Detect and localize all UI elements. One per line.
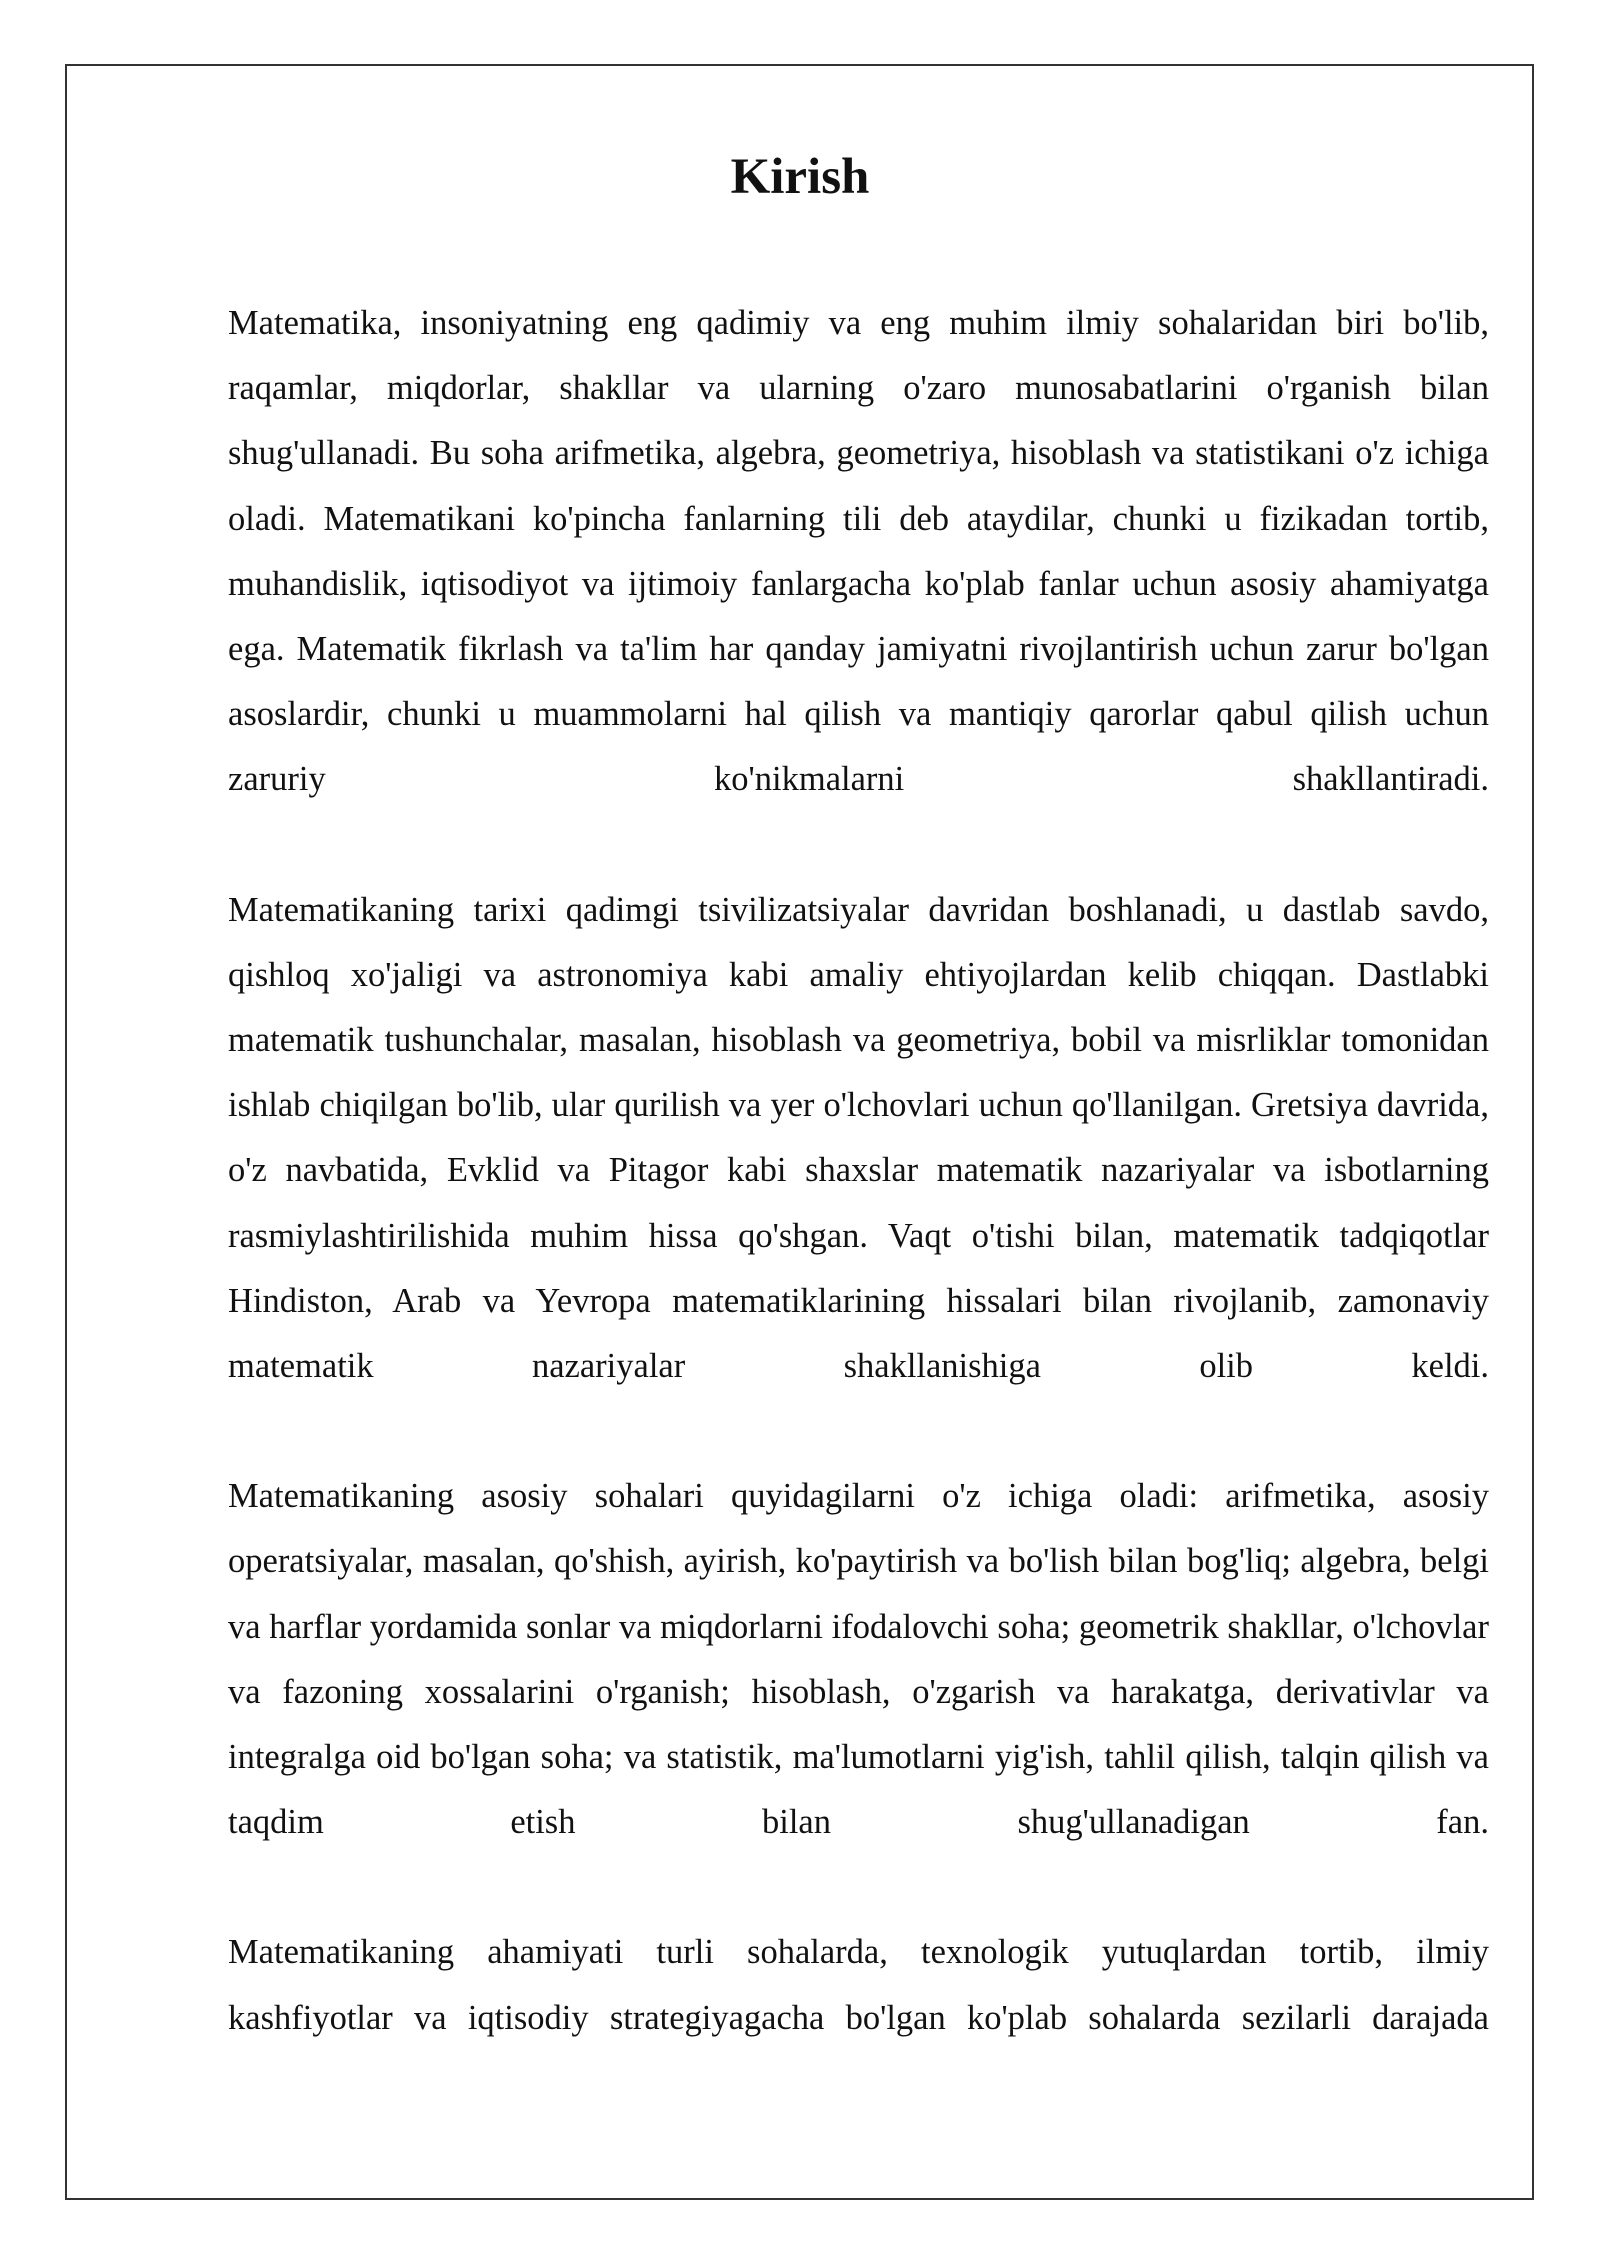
- document-body: [228, 291, 1489, 2051]
- paragraph-importance: Matematikaning ahamiyati turli sohalarda, texnologik yutuqlardan tortib, ilmiy kashfiyotlar va iqtisodiy strategiyagacha bo'lgan ko'plab sohalarda sezilarli darajada: [228, 1933, 1489, 2037]
- document-title: Kirish: [730, 149, 870, 205]
- paragraph-branches: Matematikaning asosiy sohalari quyidagilarni o'z ichiga oladi: arifmetika, asosiy operatsiyalar, masalan, qo'shish, ayirish, ko'paytirish va bo'lish bilan bog'liq; algebra, belgi va harflar yordamida sonlar va miqdorlarni ifodalovchi soha; geometrik shakllar, o'lchovlar va fazoning xossalarini o'rganish; hisoblash, o'zgarish va harakatga, derivativlar va integralga oid bo'lgan soha; va statistik, ma'lumotlarni yig'ish, tahlil qilish, talqin qilish va taqdim etish bilan shug'ullanadigan fan.: [228, 1477, 1489, 1842]
- paragraph-history: Matematikaning tarixi qadimgi tsivilizatsiyalar davridan boshlanadi, u dastlab savdo, qishloq xo'jaligi va astronomiya kabi amaliy ehtiyojlardan kelib chiqqan. Dastlabki matematik tushunchalar, masalan, hisoblash va geometriya, bobil va misrliklar tomonidan ishlab chiqilgan bo'lib, ular qurilish va yer o'lchovlari uchun qo'llanilgan. Gretsiya davrida, o'z navbatida, Evklid va Pitagor kabi shaxslar matematik nazariyalar va isbotlarning rasmiylashtirilishida muhim hissa qo'shgan. Vaqt o'tishi bilan, matematik tadqiqotlar Hindiston, Arab va Yevropa matematiklarining hissalari bilan rivojlanib, zamonaviy matematik nazariyalar shakllanishiga olib keldi.: [228, 890, 1489, 1386]
- paragraph-intro: Matematika, insoniyatning eng qadimiy va eng muhim ilmiy sohalaridan biri bo'lib, raqamlar, miqdorlar, shakllar va ularning o'zaro munosabatlarini o'rganish bilan shug'ullanadi. Bu soha arifmetika, algebra, geometriya, hisoblash va statistikani o'z ichiga oladi. Matematikani ko'pincha fanlarning tili deb ataydilar, chunki u fizikadan tortib, muhandislik, iqtisodiyot va ijtimoiy fanlargacha ko'plab fanlar uchun asosiy ahamiyatga ega. Matematik fikrlash va ta'lim har qanday jamiyatni rivojlantirish uchun zarur bo'lgan asoslardir, chunki u muammolarni hal qilish va mantiqiy qarorlar qabul qilish uchun zaruriy ko'nikmalarni shakllantiradi.: [228, 304, 1489, 799]
